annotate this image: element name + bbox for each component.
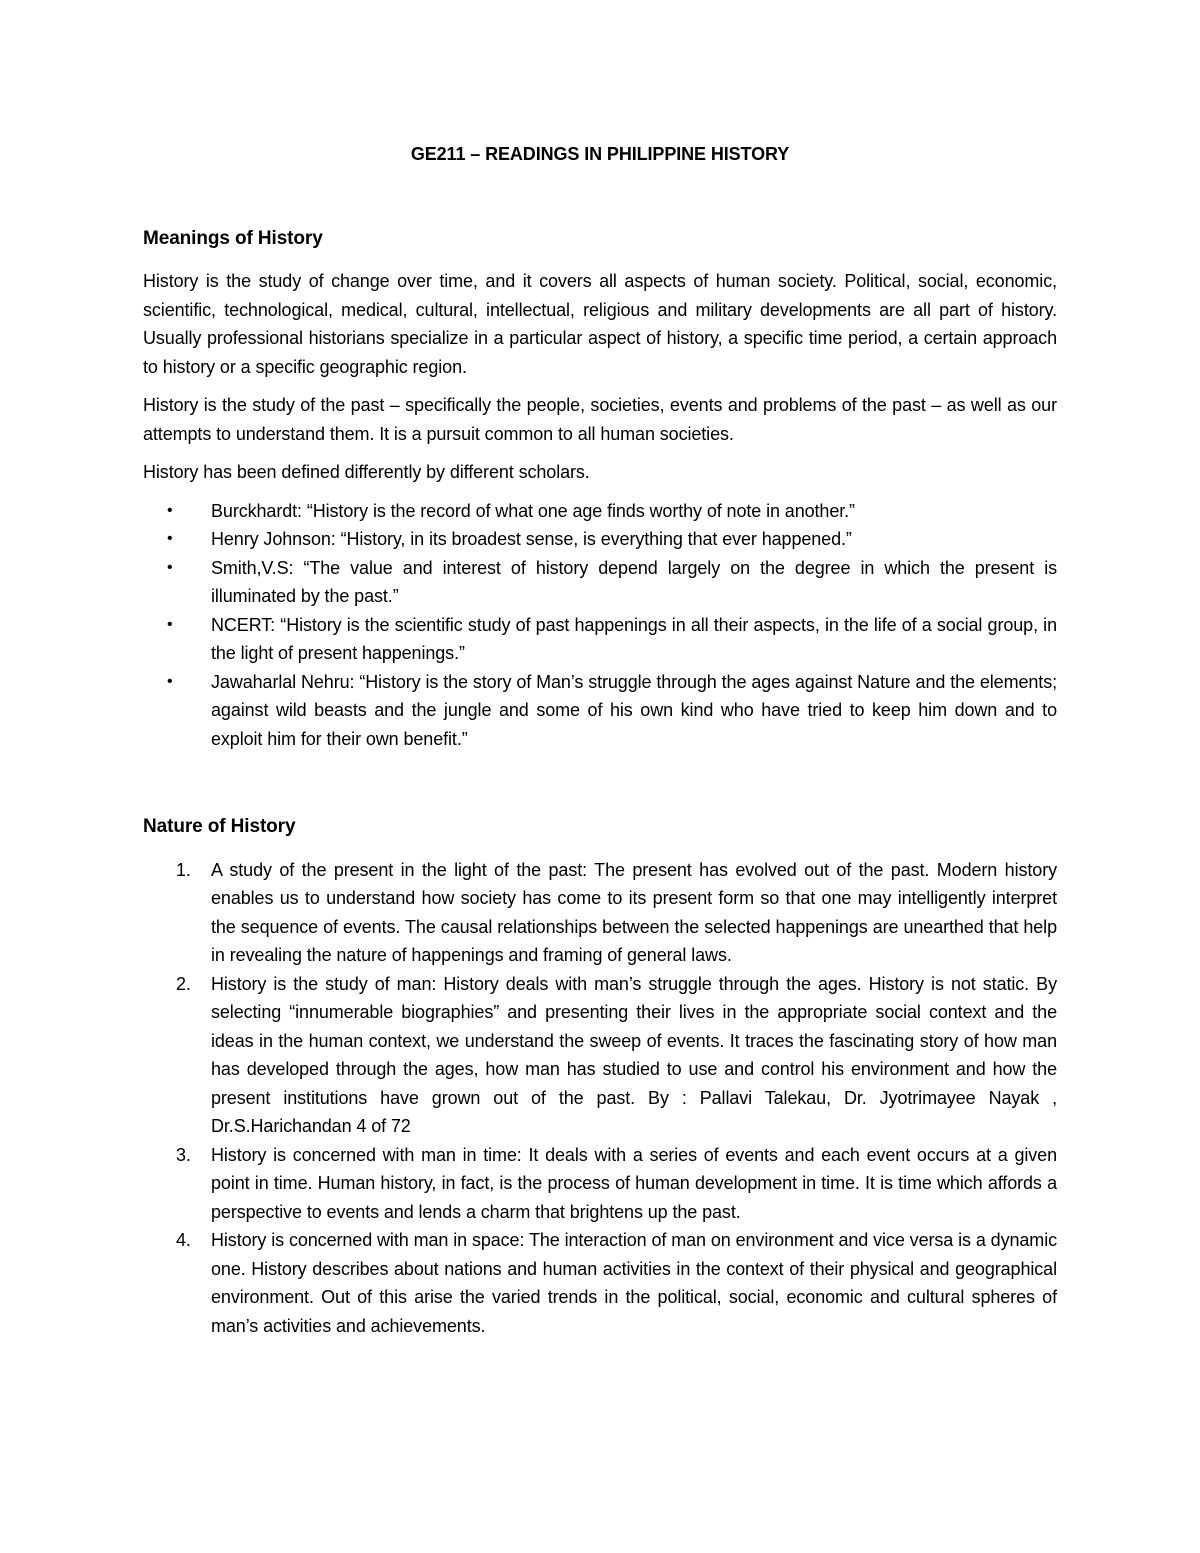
list-item: [143, 611, 1057, 668]
meanings-paragraph-1: History is the study of change over time, and it covers all aspects of human society. Political, social, economic, scientific, technological, medical, cultural, intellectual, religious and military developments are all part of history. Usually professional historians specialize in a particular aspect of history, a specific time period, a certain approach to history or a specific geographic region.: [143, 271, 1057, 377]
item-number: 4.: [176, 1230, 191, 1250]
document-content: [143, 140, 1057, 1340]
bullet-icon: •: [167, 530, 173, 547]
nature-item-text: History is concerned with man in time: It deals with a series of events and each event occurs at a given point in time. Human history, in fact, is the process of human development in time. It is time which affords a perspective to events and lends a charm that brightens up the past.: [211, 1144, 1057, 1222]
bullet-icon: •: [167, 558, 173, 576]
nature-heading: Nature of History: [143, 816, 296, 837]
nature-item-text: History is concerned with man in space: The interaction of man on environment and vice versa is a dynamic one. History describes about nations and human activities in the context of their physical and geographical environment. Out of this arise the varied trends in the political, social, economic and cultural spheres of man’s activities and achievements.: [211, 1230, 1057, 1336]
list-item: [143, 554, 1057, 611]
definition-text: Henry Johnson: “History, in its broadest sense, is everything that ever happened.”: [211, 529, 852, 549]
definitions-list: [143, 497, 1057, 754]
list-item: [143, 970, 1057, 1141]
bullet-icon: •: [167, 615, 173, 633]
definition-text: Jawaharlal Nehru: “History is the story of Man’s struggle through the ages against Nature and the elements; against wild beasts and the jungle and some of his own kind who have tried to keep him down and to exploit him for their own benefit.”: [211, 671, 1057, 749]
item-number: 1.: [176, 859, 191, 880]
nature-item-text: A study of the present in the light of the past: The present has evolved out of the past. Modern history enables us to understand how society has come to its present form so that one may intelligently interpret the sequence of events. The causal relationships between the selected happenings are unearthed that help in revealing the nature of happenings and framing of general laws.: [211, 859, 1057, 965]
nature-item-text: History is the study of man: History deals with man’s struggle through the ages. History is not static. By selecting “innumerable biographies” and presenting their lives in the appropriate social context and the ideas in the human context, we understand the sweep of events. It traces the fascinating story of how man has developed through the ages, how man has studied to use and control his environment and how the present institutions have grown out of the past. By : Pallavi Talekau, Dr. Jyotrimayee Nayak , Dr.S.Harichandan 4 of 72: [211, 973, 1057, 1136]
list-item: [143, 1141, 1057, 1227]
meanings-paragraph-3: History has been defined differently by different scholars.: [143, 462, 590, 482]
bullet-icon: •: [167, 672, 173, 690]
item-number: 2.: [176, 973, 191, 994]
definition-text: Smith,V.S: “The value and interest of history depend largely on the degree in which the present is illuminated by the past.”: [211, 557, 1057, 606]
document-title: GE211 – READINGS IN PHILIPPINE HISTORY: [410, 144, 790, 164]
list-item: [143, 1226, 1057, 1340]
nature-list: [143, 856, 1057, 1341]
list-item: [143, 856, 1057, 970]
bullet-icon: •: [167, 501, 173, 519]
item-number: 3.: [176, 1144, 191, 1165]
definition-text: Burckhardt: “History is the record of what one age finds worthy of note in another.”: [211, 500, 855, 521]
list-item: [143, 668, 1057, 754]
list-item: [143, 525, 1057, 554]
meanings-paragraph-2: History is the study of the past – specifically the people, societies, events and problems of the past – as well as our attempts to understand them. It is a pursuit common to all human societies.: [143, 395, 1057, 444]
definition-text: NCERT: “History is the scientific study of past happenings in all their aspects, in the life of a social group, in the light of present happenings.”: [211, 614, 1057, 663]
list-item: [143, 497, 1057, 526]
meanings-heading: Meanings of History: [143, 227, 323, 249]
